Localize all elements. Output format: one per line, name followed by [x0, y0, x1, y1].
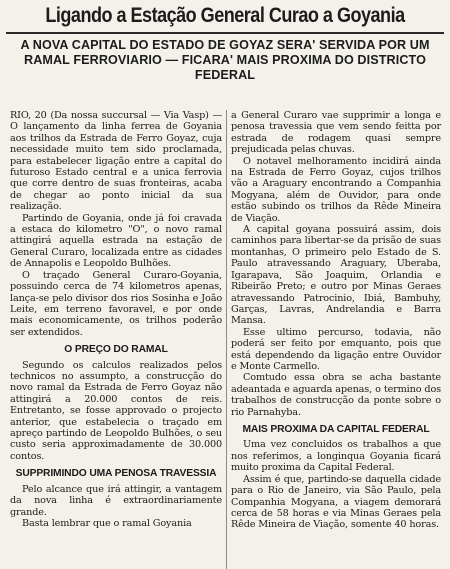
paragraph: a General Curaro vae supprimir a longa e penosa travessia que vem sendo feitta por estrada de rodagem quasi sempre prejudicada pelas chuvas.	[231, 110, 441, 156]
headline-rule	[6, 32, 444, 34]
column-divider	[226, 110, 227, 569]
paragraph: Esse ultimo percurso, todavia, não poderá ser feito por emquanto, pois que está dependendo da ligação entre Ouvidor e Monte Carmello.	[231, 326, 441, 372]
article-headline: Ligando a Estação General Curao a Goyania	[45, 4, 405, 27]
paragraph: A capital goyana possuirá assim, dois caminhos para libertar-se da prisão de suas montanhas, O primeiro pelo Estado de S. Paulo atravessando Araguary, Uberaba, Igarapava, São Joaquim, Orlandia e Ribeirão Preto; e outro por Minas Geraes atravessando Patrocinio, Ibiá, Bambuhy, Garças, Lavras, Andrelandia e Barra Mansa.	[231, 224, 441, 327]
paragraph: Pelo alcance que irá attingir, a vantagem da nova linha é extraordinariamente grande.	[10, 483, 222, 518]
paragraph: O notavel melhoramento incidirá ainda na Estrada de Ferro Goyaz, cujos trilhos vão a Araguary encontrando a Companhia Mogyana, além de Ouvidor, para onde estão subindo os trilhos da Rêde Mineira de Viação.	[231, 155, 441, 224]
paragraph: RIO, 20 (Da nossa succursal — Via Vasp) — O lançamento da linha ferrea de Goyania aos trilhos da Estrada de Ferro Goyaz, cuja necessidade muito tem sido proclamada, para estabelecer ligação entre a capital do futuroso Estado central e a unica ferrovia que corre dentro de suas fronteiras, acaba de chegar ao ponto inicial da sua realização.	[10, 110, 222, 213]
article-body	[0, 110, 450, 569]
paragraph: Segundo os calculos realizados pelos technicos no assumpto, a construcção do novo ramal da Estrada de Ferro Goyaz não attingirá a 20.000 contos de reis. Entretanto, se fosse approvado o projecto anterior, que estabelecia o traçado em apreço partindo de Leopoldo Bulhões, o seu custo seria approximadamente de 30.000 contos.	[10, 359, 222, 462]
article-subheadline: A NOVA CAPITAL DO ESTADO DE GOYAZ SERA' SERVIDA POR UM RAMAL FERROVIARIO — FICARA' MAIS PROXIMA DO DISTRICTO FEDERAL	[20, 38, 430, 82]
section-heading: MAIS PROXIMA DA CAPITAL FEDERAL	[242, 423, 430, 435]
column-right	[231, 110, 441, 531]
section-heading: SUPPRIMINDO UMA PENOSA TRAVESSIA	[15, 468, 217, 480]
paragraph: Comtudo essa obra se acha bastante adeantada e aguarda apenas, o termino dos trabalhos de construcção da ponte sobre o rio Parnahyba.	[231, 372, 441, 418]
paragraph: Assim é que, partindo-se daquella cidade para o Rio de Janeiro, via São Paulo, pela Companhia Mogyana, a viagem demorará cerca de 58 horas e via Minas Geraes pela Rêde Mineira de Viação, somente 40 horas.	[231, 473, 441, 531]
paragraph: Partindo de Goyania, onde já foi cravada a estaca do kilometro "O", o novo ramal attingirá aquella estrada na estação de General Curaro, localizada entre as cidades de Annapolis e Leopoldo Bulhões.	[10, 212, 222, 270]
column-left	[10, 110, 222, 529]
paragraph: Uma vez concluidos os trabalhos a que nos referimos, a longinqua Goyania ficará muito proxima da Capital Federal.	[231, 439, 441, 474]
section-heading: O PREÇO DO RAMAL	[64, 344, 168, 356]
paragraph: O traçado General Curaro-Goyania, possuindo cerca de 74 kilometros apenas, lança-se pelo divisor dos rios Sosinha e João Leite, em terreno favoravel, e por onde mais economicamente, os trilhos poderão ser extendidos.	[10, 269, 222, 338]
paragraph: Basta lembrar que o ramal Goyania	[22, 518, 192, 529]
